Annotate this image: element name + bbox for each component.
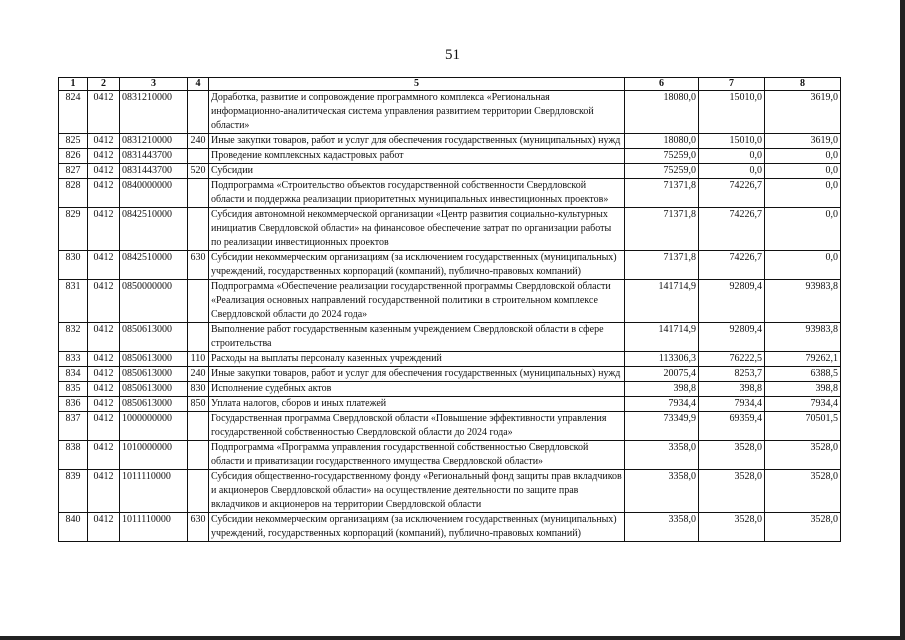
amount-year1-cell: 398,8 bbox=[625, 382, 699, 397]
section-code-cell: 0412 bbox=[88, 397, 120, 412]
amount-year3-cell: 93983,8 bbox=[765, 323, 841, 352]
section-code-cell: 0412 bbox=[88, 251, 120, 280]
item-name-cell: Субсидии некоммерческим организациям (за исключением государственных (муниципальных) учреждений, государственных корпораций (компаний), публично-правовых компаний) bbox=[209, 251, 625, 280]
item-name-cell: Субсидия автономной некоммерческой организации «Центр развития социально-культурных инициатив Свердловской области» на финансовое обеспечение затрат по организации работы по реализации инвестиционных проектов bbox=[209, 208, 625, 251]
expense-type-cell: 520 bbox=[188, 164, 209, 179]
amount-year3-cell: 6388,5 bbox=[765, 367, 841, 382]
table-row bbox=[59, 208, 841, 251]
row-number-cell: 835 bbox=[59, 382, 88, 397]
expense-type-cell bbox=[188, 412, 209, 441]
amount-year2-cell: 3528,0 bbox=[699, 470, 765, 513]
table-row bbox=[59, 470, 841, 513]
row-number-cell: 833 bbox=[59, 352, 88, 367]
amount-year2-cell: 92809,4 bbox=[699, 280, 765, 323]
amount-year3-cell: 0,0 bbox=[765, 208, 841, 251]
row-number-cell: 839 bbox=[59, 470, 88, 513]
expense-type-cell: 240 bbox=[188, 367, 209, 382]
row-number-cell: 830 bbox=[59, 251, 88, 280]
amount-year2-cell: 74226,7 bbox=[699, 251, 765, 280]
amount-year2-cell: 15010,0 bbox=[699, 134, 765, 149]
section-code-cell: 0412 bbox=[88, 441, 120, 470]
target-article-cell: 0842510000 bbox=[120, 208, 188, 251]
amount-year1-cell: 73349,9 bbox=[625, 412, 699, 441]
row-number-cell: 828 bbox=[59, 179, 88, 208]
amount-year3-cell: 7934,4 bbox=[765, 397, 841, 412]
scan-edge-right bbox=[900, 0, 905, 640]
section-code-cell: 0412 bbox=[88, 367, 120, 382]
amount-year1-cell: 3358,0 bbox=[625, 470, 699, 513]
item-name-cell: Субсидии некоммерческим организациям (за исключением государственных (муниципальных) учреждений, государственных корпораций (компаний), публично-правовых компаний) bbox=[209, 513, 625, 542]
target-article-cell: 0831443700 bbox=[120, 149, 188, 164]
row-number-cell: 831 bbox=[59, 280, 88, 323]
header-cell: 5 bbox=[209, 78, 625, 91]
table-row bbox=[59, 91, 841, 134]
item-name-cell: Доработка, развитие и сопровождение программного комплекса «Региональная информационно-аналитическая система управления развитием территории Свердловской области» bbox=[209, 91, 625, 134]
amount-year3-cell: 70501,5 bbox=[765, 412, 841, 441]
item-name-cell: Расходы на выплаты персоналу казенных учреждений bbox=[209, 352, 625, 367]
amount-year1-cell: 3358,0 bbox=[625, 513, 699, 542]
expense-type-cell bbox=[188, 179, 209, 208]
table-row bbox=[59, 367, 841, 382]
amount-year2-cell: 76222,5 bbox=[699, 352, 765, 367]
amount-year1-cell: 71371,8 bbox=[625, 208, 699, 251]
section-code-cell: 0412 bbox=[88, 91, 120, 134]
section-code-cell: 0412 bbox=[88, 323, 120, 352]
item-name-cell: Подпрограмма «Обеспечение реализации государственной программы Свердловской области «Реализация основных направлений государственной политики в строительном комплексе Свердловской области до 2024 года» bbox=[209, 280, 625, 323]
table-row bbox=[59, 251, 841, 280]
row-number-cell: 827 bbox=[59, 164, 88, 179]
section-code-cell: 0412 bbox=[88, 470, 120, 513]
amount-year3-cell: 0,0 bbox=[765, 251, 841, 280]
amount-year2-cell: 69359,4 bbox=[699, 412, 765, 441]
expense-type-cell: 630 bbox=[188, 513, 209, 542]
item-name-cell: Исполнение судебных актов bbox=[209, 382, 625, 397]
row-number-cell: 840 bbox=[59, 513, 88, 542]
expense-type-cell bbox=[188, 149, 209, 164]
table-row bbox=[59, 441, 841, 470]
amount-year2-cell: 3528,0 bbox=[699, 513, 765, 542]
amount-year1-cell: 75259,0 bbox=[625, 164, 699, 179]
row-number-cell: 826 bbox=[59, 149, 88, 164]
expense-type-cell bbox=[188, 280, 209, 323]
target-article-cell: 0850613000 bbox=[120, 397, 188, 412]
amount-year3-cell: 0,0 bbox=[765, 164, 841, 179]
row-number-cell: 836 bbox=[59, 397, 88, 412]
item-name-cell: Иные закупки товаров, работ и услуг для обеспечения государственных (муниципальных) нужд bbox=[209, 367, 625, 382]
budget-table bbox=[58, 77, 841, 542]
expense-type-cell: 240 bbox=[188, 134, 209, 149]
amount-year1-cell: 20075,4 bbox=[625, 367, 699, 382]
target-article-cell: 0831443700 bbox=[120, 164, 188, 179]
item-name-cell: Субсидии bbox=[209, 164, 625, 179]
expense-type-cell bbox=[188, 91, 209, 134]
amount-year3-cell: 0,0 bbox=[765, 179, 841, 208]
expense-type-cell bbox=[188, 441, 209, 470]
expense-type-cell bbox=[188, 323, 209, 352]
amount-year1-cell: 3358,0 bbox=[625, 441, 699, 470]
item-name-cell: Проведение комплексных кадастровых работ bbox=[209, 149, 625, 164]
header-cell: 3 bbox=[120, 78, 188, 91]
amount-year2-cell: 74226,7 bbox=[699, 179, 765, 208]
amount-year1-cell: 18080,0 bbox=[625, 134, 699, 149]
amount-year1-cell: 75259,0 bbox=[625, 149, 699, 164]
item-name-cell: Иные закупки товаров, работ и услуг для обеспечения государственных (муниципальных) нужд bbox=[209, 134, 625, 149]
table-row bbox=[59, 149, 841, 164]
header-cell: 7 bbox=[699, 78, 765, 91]
table-row bbox=[59, 134, 841, 149]
header-row bbox=[59, 78, 841, 91]
amount-year3-cell: 3619,0 bbox=[765, 91, 841, 134]
table-row bbox=[59, 412, 841, 441]
row-number-cell: 838 bbox=[59, 441, 88, 470]
item-name-cell: Выполнение работ государственным казенным учреждением Свердловской области в сфере строительства bbox=[209, 323, 625, 352]
amount-year3-cell: 3528,0 bbox=[765, 513, 841, 542]
amount-year3-cell: 3528,0 bbox=[765, 470, 841, 513]
section-code-cell: 0412 bbox=[88, 513, 120, 542]
table-row bbox=[59, 323, 841, 352]
amount-year1-cell: 71371,8 bbox=[625, 179, 699, 208]
item-name-cell: Подпрограмма «Программа управления государственной собственностью Свердловской области и приватизации государственного имущества Свердловской области» bbox=[209, 441, 625, 470]
item-name-cell: Уплата налогов, сборов и иных платежей bbox=[209, 397, 625, 412]
page-number: 51 bbox=[445, 47, 460, 63]
expense-type-cell: 630 bbox=[188, 251, 209, 280]
amount-year2-cell: 8253,7 bbox=[699, 367, 765, 382]
target-article-cell: 0850613000 bbox=[120, 382, 188, 397]
amount-year1-cell: 71371,8 bbox=[625, 251, 699, 280]
item-name-cell: Подпрограмма «Строительство объектов государственной собственности Свердловской области и поддержка реализации приоритетных муниципальных инвестиционных проектов» bbox=[209, 179, 625, 208]
amount-year1-cell: 141714,9 bbox=[625, 280, 699, 323]
amount-year2-cell: 398,8 bbox=[699, 382, 765, 397]
section-code-cell: 0412 bbox=[88, 412, 120, 441]
target-article-cell: 1011110000 bbox=[120, 470, 188, 513]
item-name-cell: Субсидия общественно-государственному фонду «Региональный фонд защиты прав вкладчиков и акционеров Свердловской области» на осуществление деятельности по защите прав вкладчиков и акционеров на территории Свердловской области bbox=[209, 470, 625, 513]
expense-type-cell: 110 bbox=[188, 352, 209, 367]
header-cell: 1 bbox=[59, 78, 88, 91]
section-code-cell: 0412 bbox=[88, 352, 120, 367]
amount-year3-cell: 93983,8 bbox=[765, 280, 841, 323]
target-article-cell: 0850613000 bbox=[120, 352, 188, 367]
table-row bbox=[59, 513, 841, 542]
expense-type-cell: 850 bbox=[188, 397, 209, 412]
table-row bbox=[59, 397, 841, 412]
section-code-cell: 0412 bbox=[88, 149, 120, 164]
amount-year3-cell: 398,8 bbox=[765, 382, 841, 397]
row-number-cell: 824 bbox=[59, 91, 88, 134]
table-row bbox=[59, 179, 841, 208]
expense-type-cell bbox=[188, 208, 209, 251]
table-row bbox=[59, 382, 841, 397]
amount-year3-cell: 79262,1 bbox=[765, 352, 841, 367]
amount-year1-cell: 141714,9 bbox=[625, 323, 699, 352]
header-cell: 2 bbox=[88, 78, 120, 91]
target-article-cell: 0850000000 bbox=[120, 280, 188, 323]
row-number-cell: 832 bbox=[59, 323, 88, 352]
section-code-cell: 0412 bbox=[88, 208, 120, 251]
table-row bbox=[59, 164, 841, 179]
target-article-cell: 0850613000 bbox=[120, 323, 188, 352]
row-number-cell: 837 bbox=[59, 412, 88, 441]
amount-year2-cell: 7934,4 bbox=[699, 397, 765, 412]
table-row bbox=[59, 280, 841, 323]
amount-year1-cell: 7934,4 bbox=[625, 397, 699, 412]
amount-year2-cell: 3528,0 bbox=[699, 441, 765, 470]
amount-year1-cell: 113306,3 bbox=[625, 352, 699, 367]
target-article-cell: 1011110000 bbox=[120, 513, 188, 542]
amount-year1-cell: 18080,0 bbox=[625, 91, 699, 134]
section-code-cell: 0412 bbox=[88, 179, 120, 208]
section-code-cell: 0412 bbox=[88, 280, 120, 323]
amount-year2-cell: 0,0 bbox=[699, 164, 765, 179]
section-code-cell: 0412 bbox=[88, 134, 120, 149]
target-article-cell: 0831210000 bbox=[120, 91, 188, 134]
header-cell: 6 bbox=[625, 78, 699, 91]
expense-type-cell: 830 bbox=[188, 382, 209, 397]
target-article-cell: 0850613000 bbox=[120, 367, 188, 382]
amount-year3-cell: 3528,0 bbox=[765, 441, 841, 470]
target-article-cell: 0840000000 bbox=[120, 179, 188, 208]
amount-year2-cell: 15010,0 bbox=[699, 91, 765, 134]
amount-year3-cell: 3619,0 bbox=[765, 134, 841, 149]
row-number-cell: 834 bbox=[59, 367, 88, 382]
expense-type-cell bbox=[188, 470, 209, 513]
section-code-cell: 0412 bbox=[88, 382, 120, 397]
row-number-cell: 825 bbox=[59, 134, 88, 149]
target-article-cell: 1000000000 bbox=[120, 412, 188, 441]
target-article-cell: 0831210000 bbox=[120, 134, 188, 149]
target-article-cell: 0842510000 bbox=[120, 251, 188, 280]
amount-year2-cell: 92809,4 bbox=[699, 323, 765, 352]
amount-year3-cell: 0,0 bbox=[765, 149, 841, 164]
row-number-cell: 829 bbox=[59, 208, 88, 251]
section-code-cell: 0412 bbox=[88, 164, 120, 179]
header-cell: 4 bbox=[188, 78, 209, 91]
amount-year2-cell: 74226,7 bbox=[699, 208, 765, 251]
item-name-cell: Государственная программа Свердловской области «Повышение эффективности управления государственной собственностью Свердловской области до 2024 года» bbox=[209, 412, 625, 441]
scan-edge-bottom bbox=[0, 636, 905, 640]
target-article-cell: 1010000000 bbox=[120, 441, 188, 470]
header-cell: 8 bbox=[765, 78, 841, 91]
amount-year2-cell: 0,0 bbox=[699, 149, 765, 164]
table-row bbox=[59, 352, 841, 367]
